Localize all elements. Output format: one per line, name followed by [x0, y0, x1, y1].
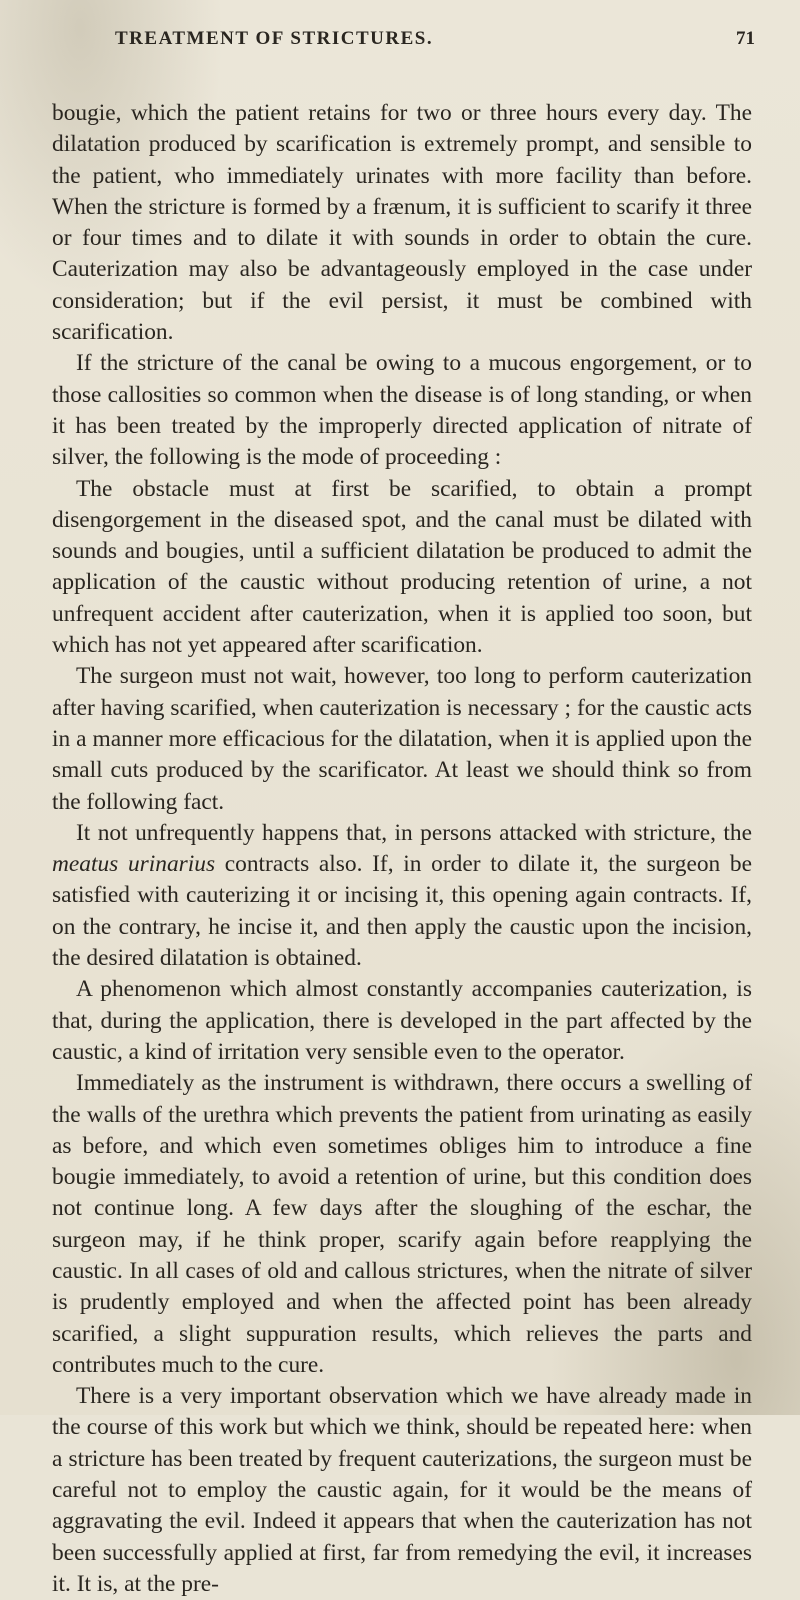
- body-text: [52, 98, 752, 1600]
- paragraph-5-post: contracts also. If, in order to dilate it, the surgeon be satisfied with cauterizing it or incising it, this opening again contracts. If, on the contrary, he incise it, and then apply the caustic upon the incision, the desired dilatation is obtained.: [52, 851, 752, 972]
- paragraph-4: The surgeon must not wait, however, too long to perform cauterization after having scarified, when cauterization is necessary ; for the caustic acts in a manner more efficacious for the dilatation, when it is applied upon the small cuts produced by the scarificator. At least we should think so from the following fact.: [52, 663, 752, 815]
- page-header: [115, 28, 755, 56]
- paragraph-5-pre: It not unfrequently happens that, in persons attacked with stricture, the: [76, 819, 752, 846]
- paragraph-8: There is a very important observation which we have already made in the course of this work but which we think, should be repeated here: when a stricture has been treated by frequent cauterizations, the surgeon must be careful not to employ the caustic again, for it would be the means of aggravating the evil. Indeed it appears that when the cauterization has not been successfully applied at first, far from remedying the evil, it increases it. It is, at the pre-: [52, 1383, 752, 1597]
- paragraph-2: If the stricture of the canal be owing to a mucous engorgement, or to those callosities so common when the disease is of long standing, or when it has been treated by the improperly directed application of nitrate of silver, the following is the mode of proceeding :: [52, 350, 752, 471]
- running-head: TREATMENT OF STRICTURES.: [115, 28, 434, 49]
- page-number: 71: [736, 28, 755, 49]
- paragraph-5-italic-term: meatus urinarius: [52, 851, 216, 878]
- paragraph-1: bougie, which the patient retains for two or three hours every day. The dilatation produced by scarification is extremely prompt, and sensible to the patient, who immediately urinates with more facility than before. When the stricture is formed by a frænum, it is sufficient to scarify it three or four times and to dilate it with sounds in order to obtain the cure. Cauterization may also be advantageously employed in the case under consideration; but if the evil persist, it must be combined with scarification.: [52, 100, 752, 346]
- paragraph-6: A phenomenon which almost constantly accompanies cauterization, is that, during the application, there is developed in the part affected by the caustic, a kind of irritation very sensible even to the operator.: [52, 976, 752, 1065]
- paragraph-7: Immediately as the instrument is withdrawn, there occurs a swelling of the walls of the urethra which prevents the patient from urinating as easily as before, and which even sometimes obliges him to introduce a fine bougie immediately, to avoid a retention of urine, but this condition does not continue long. A few days after the sloughing of the eschar, the surgeon may, if he think proper, scarify again before reapplying the caustic. In all cases of old and callous strictures, when the nitrate of silver is prudently employed and when the affected point has been already scarified, a slight suppuration results, which relieves the parts and contributes much to the cure.: [52, 1070, 752, 1378]
- paragraph-3: The obstacle must at first be scarified, to obtain a prompt disengorgement in the diseased spot, and the canal must be dilated with sounds and bougies, until a sufficient dilatation be produced to admit the application of the caustic without producing retention of urine, a not unfrequent accident after cauterization, when it is applied too soon, but which has not yet appeared after scarification.: [52, 475, 752, 659]
- paragraph-5: [52, 818, 752, 974]
